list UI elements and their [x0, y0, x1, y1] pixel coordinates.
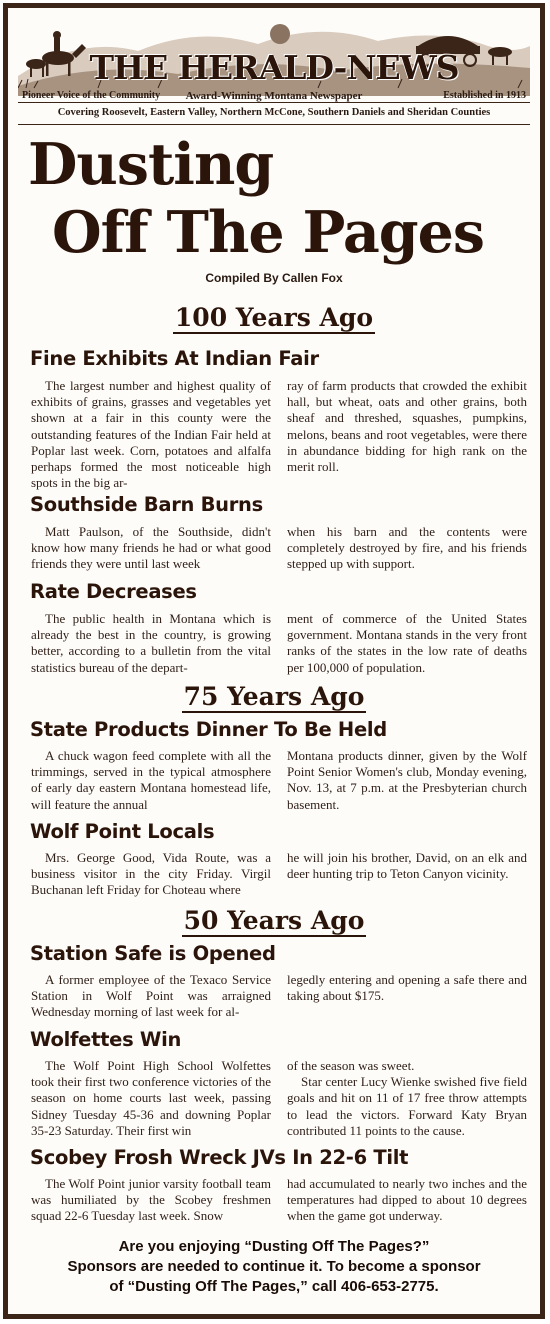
article-headline: Wolf Point Locals	[30, 820, 215, 843]
tagline-center: Award-Winning Montana Newspaper	[185, 90, 363, 102]
byline: Compiled By Callen Fox	[205, 271, 343, 285]
article-text-left: A chuck wagon feed complete with all the trimmings, served in the typical atmosphere of early day eastern Montana homestead life, will feature the annual	[31, 748, 271, 812]
article-text-left: A former employee of the Texaco Service Station in Wolf Point was arraigned Wednesday morning of last week for al-	[31, 972, 271, 1020]
article-headline: Wolfettes Win	[30, 1028, 182, 1051]
article-headline: Rate Decreases	[30, 580, 197, 603]
article-text-right: ment of commerce of the United States government. Montana stands in the very front ranks of the states in the low rate of deaths per 100,000 of population.	[287, 611, 527, 675]
article-headline: Station Safe is Opened	[30, 942, 276, 965]
era-heading: 75 Years Ago	[183, 682, 365, 711]
era-heading: 50 Years Ago	[183, 906, 365, 935]
coverage-line: Covering Roosevelt, Eastern Valley, Northern McCone, Southern Daniels and Sheridan Counties	[57, 107, 491, 118]
newspaper-title: THE HERALD-NEWS	[89, 48, 459, 87]
article-headline: Scobey Frosh Wreck JVs In 22-6 Tilt	[30, 1146, 409, 1169]
sponsor-notice	[8, 1237, 540, 1297]
tagline-right: Established in 1913	[443, 90, 526, 101]
article-text-left: Matt Paulson, of the Southside, didn't know how many friends he had or what good friends they were until last week	[31, 524, 271, 572]
article-text-left: The public health in Montana which is already the best in the country, is growing better, according to a bulletin from the vital statistics bureau of the depart-	[31, 611, 271, 675]
article-text-right: when his barn and the contents were completely destroyed by fire, and his friends stepped up with support.	[287, 524, 527, 572]
article-headline: Southside Barn Burns	[30, 493, 263, 516]
article-text-right: of the season was sweet. Star center Lucy Wienke swished five field goals and hit on 11 of 17 free throw attempts to lead the victors. Forward Katy Bryan contributed 11 points to the cause.	[287, 1058, 527, 1138]
article-text-right: he will join his brother, David, on an elk and deer hunting trip to Teton Canyon vicinity.	[287, 850, 527, 882]
tagline-left: Pioneer Voice of the Community	[22, 90, 161, 101]
article-text-right: had accumulated to nearly two inches and the temperatures had dipped to about 10 degrees when the game got underway.	[287, 1176, 527, 1224]
era-heading: 100 Years Ago	[174, 303, 374, 332]
article-text-left: Mrs. George Good, Vida Route, was a business visitor in the city Friday. Virgil Buchanan left Friday for Choteau where	[31, 850, 271, 898]
article-text-left: The Wolf Point High School Wolfettes took their first two conference victories of the season on home courts last week, passing Sidney Tuesday 45-36 and downing Poplar 35-23 Saturday. Their first win	[31, 1058, 271, 1138]
article-text-right: Montana products dinner, given by the Wolf Point Senior Women's club, Monday evening, Nov. 13, at 7 p.m. at the Presbyterian church basement.	[287, 748, 527, 812]
article-headline: State Products Dinner To Be Held	[30, 718, 387, 741]
feature-title-line2: Off The Pages	[52, 199, 484, 266]
sponsor-line: Are you enjoying “Dusting Off The Pages?”	[118, 1238, 430, 1255]
article-text-left: The largest number and highest quality of exhibits of grains, grasses and vegetables yet shown at a fair in this county were the outstanding features of the Indian Fair held at Poplar last week. Corn, potatoes and alfalfa perhaps formed the most noticeable high spots in the big ar-	[31, 378, 271, 491]
divider	[18, 124, 530, 125]
article-text-right: legedly entering and opening a safe there and taking about $175.	[287, 972, 527, 1004]
masthead	[8, 8, 540, 130]
sponsor-line: of “Dusting Off The Pages,” call 406-653-2775.	[109, 1278, 439, 1295]
article-headline: Fine Exhibits At Indian Fair	[30, 347, 319, 370]
article-text-left: The Wolf Point junior varsity football team was humiliated by the Scobey freshmen squad 22-6 Tuesday last week. Snow	[31, 1176, 271, 1224]
article-text-right: ray of farm products that crowded the exhibit hall, but wheat, oats and other grains, both sheaf and threshed, squashes, pumpkins, melons, beans and root vegetables, were there in abundance bidding for high rank on the merit roll.	[287, 378, 527, 475]
sponsor-line: Sponsors are needed to continue it. To become a sponsor	[67, 1258, 481, 1275]
feature-title-line1: Dusting	[28, 131, 274, 198]
divider	[18, 102, 530, 103]
page-frame	[3, 3, 545, 1319]
